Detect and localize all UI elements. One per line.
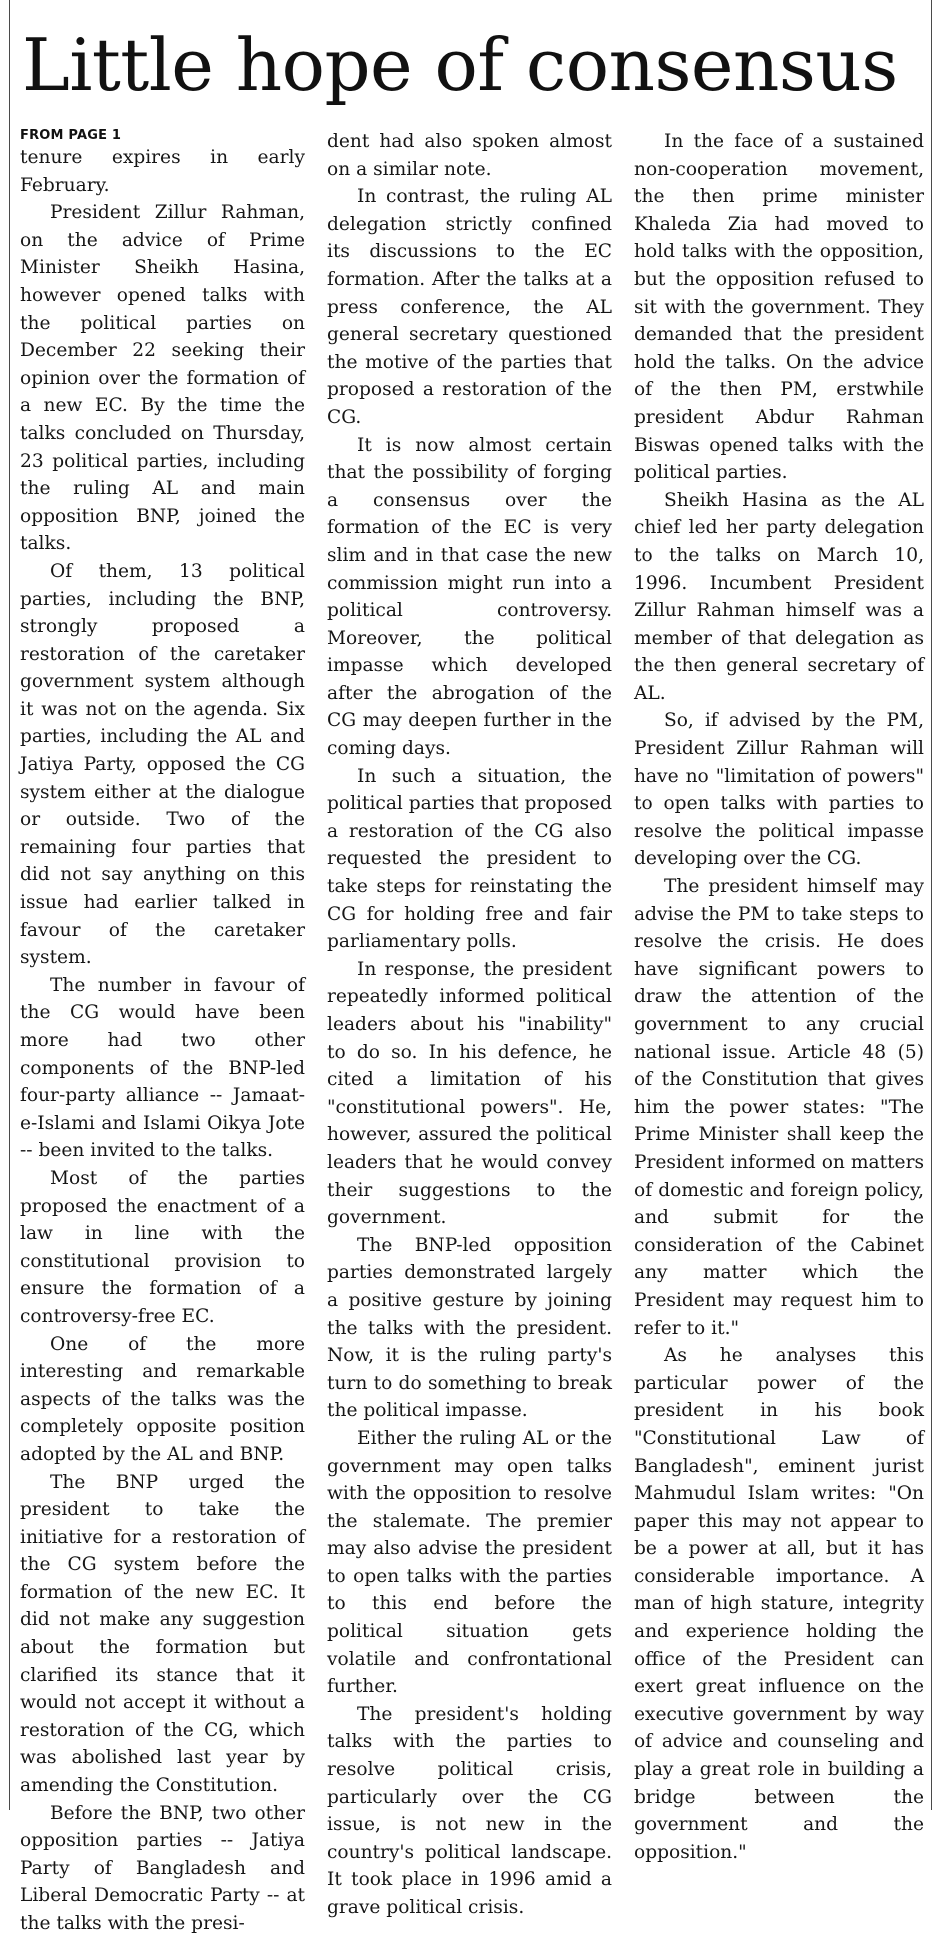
paragraph: In contrast, the ruling AL delegation strictly confined its discussions to the EC formation. After the talks at a press conference, the AL general secretary questioned the motive of the parties that proposed a restoration of the CG.: [327, 186, 612, 428]
paragraph: dent had also spoken almost on a similar note.: [327, 131, 612, 180]
paragraph: tenure expires in early February.: [20, 147, 305, 196]
paragraph: One of the more interesting and remarkable aspects of the talks was the completely opposite position adopted by the AL and BNP.: [20, 1333, 305, 1465]
headline: Little hope of consensus: [22, 23, 898, 107]
paragraph: So, if advised by the PM, President Zillur Rahman will have no "limitation of powers" to open talks with parties to resolve the political impasse developing over the CG.: [634, 710, 924, 870]
paragraph: It is now almost certain that the possibility of forging a consensus over the formation of the EC is very slim and in that case the new commission might run into a political controversy. Moreover, the political impasse which developed after the abrogation of the CG may deepen further in the coming days.: [327, 434, 612, 760]
right-border-rule: [931, 0, 932, 1810]
article-column-3: [634, 128, 924, 1863]
paragraph: The president himself may advise the PM to take steps to resolve the crisis. He does have significant powers to draw the attention of the government to any crucial national issue. Article 48 (5) of the Constitution that gives him the power states: "The Prime Minister shall keep the President informed on matters of domestic and foreign policy, and submit for the consideration of the Cabinet any matter which the President may request him to refer to it.": [634, 876, 924, 1339]
paragraph: The president's holding talks with the parties to resolve political crisis, particularly over the CG issue, is not new in the country's political landscape. It took place in 1996 amid a grave political crisis.: [327, 1703, 612, 1918]
left-border-rule: [9, 0, 10, 1810]
paragraph: Of them, 13 political parties, including the BNP, strongly proposed a restoration of the caretaker government system although it was not on the agenda. Six parties, including the AL and Jatiya Party, opposed the CG system either at the dialogue or outside. Two of the remaining four parties that did not say anything on this issue had earlier talked in favour of the caretaker system.: [20, 560, 305, 969]
article-column-2: [327, 128, 612, 1918]
paragraph: In the face of a sustained non-cooperation movement, the then prime minister Khaleda Zia had moved to hold talks with the opposition, but the opposition refused to sit with the government. They demanded that the president hold the talks. On the advice of the then PM, erstwhile president Abdur Rahman Biswas opened talks with the political parties.: [634, 131, 924, 484]
paragraph: The BNP-led opposition parties demonstrated largely a positive gesture by joining the talks with the president. Now, it is the ruling party's turn to do something to break the political impasse.: [327, 1234, 612, 1422]
paragraph: Before the BNP, two other opposition parties -- Jatiya Party of Bangladesh and Liberal Democratic Party -- at the talks with the presi-: [20, 1802, 305, 1934]
paragraph: The number in favour of the CG would have been more had two other components of the BNP-led four-party alliance -- Jamaat-e-Islami and Islami Oikya Jote -- been invited to the talks.: [20, 974, 305, 1162]
paragraph: As he analyses this particular power of the president in his book "Constitutional Law of Bangladesh", eminent jurist Mahmudul Islam writes: "On paper this may not appear to be a power at all, but it has considerable importance. A man of high stature, integrity and experience holding the office of the President can exert great influence on the executive government by way of advice and counseling and play a great role in building a bridge between the government and the opposition.": [634, 1345, 924, 1863]
paragraph: President Zillur Rahman, on the advice of Prime Minister Sheikh Hasina, however opened talks with the political parties on December 22 seeking their opinion over the formation of a new EC. By the time the talks concluded on Thursday, 23 political parties, including the ruling AL and main opposition BNP, joined the talks.: [20, 202, 305, 555]
article-column-1: [20, 128, 305, 1934]
paragraph: In such a situation, the political parties that proposed a restoration of the CG also requested the president to take steps for reinstating the CG for holding free and fair parliamentary polls.: [327, 765, 612, 953]
paragraph: Most of the parties proposed the enactment of a law in line with the constitutional provision to ensure the formation of a controversy-free EC.: [20, 1167, 305, 1327]
paragraph: Sheikh Hasina as the AL chief led her party delegation to the talks on March 10, 1996. Incumbent President Zillur Rahman himself was a member of that delegation as the then general secretary of AL.: [634, 489, 924, 704]
paragraph: The BNP urged the president to take the initiative for a restoration of the CG system before the formation of the new EC. It did not make any suggestion about the formation but clarified its stance that it would not accept it without a restoration of the CG, which was abolished last year by amending the Constitution.: [20, 1471, 305, 1797]
kicker-from-page: FROM PAGE 1: [20, 128, 122, 143]
paragraph: In response, the president repeatedly informed political leaders about his "inability" to do so. In his defence, he cited a limitation of his "constitutional powers". He, however, assured the political leaders that he would convey their suggestions to the government.: [327, 958, 612, 1229]
paragraph: Either the ruling AL or the government may open talks with the opposition to resolve the stalemate. The premier may also advise the president to open talks with the parties to this end before the political situation gets volatile and confrontational further.: [327, 1427, 612, 1698]
